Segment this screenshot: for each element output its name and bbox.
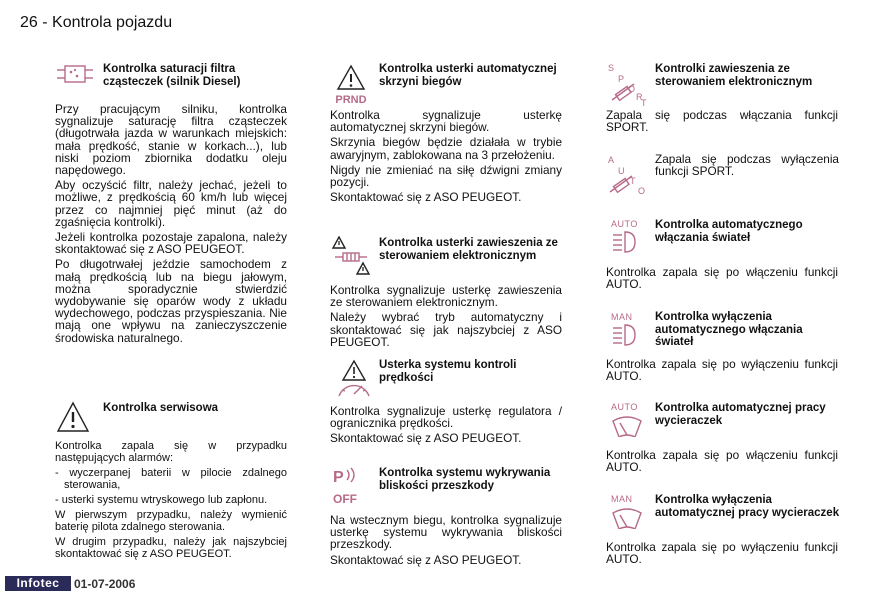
section-body <box>330 514 562 569</box>
manual-wipers-icon <box>609 493 645 529</box>
svg-text:T: T <box>641 98 647 106</box>
suspension-fault-icon <box>331 236 371 276</box>
paragraph: Należy wybrać tryb automatyczny i skontaktować się jak najszybciej z ASO PEUGEOT. <box>330 310 562 349</box>
paragraph: W drugim przypadku, należy jak najszybciej skontaktować się z ASO PEUGEOT. <box>55 536 287 560</box>
paragraph: Kontrolka zapala się w przypadku następujących alarmów: <box>55 440 287 464</box>
footer-date: 01-07-2006 <box>74 577 136 591</box>
paragraph: Aby oczyścić filtr, należy jechać, jeżeli to możliwe, z prędkością 60 km/h lub więcej przez co najmniej pięć minut (aż do zgaśnięcia kontrolki). <box>55 178 287 229</box>
icon-label: AUTO <box>611 219 638 229</box>
paragraph: Zapala się podczas włączania funkcji SPORT. <box>606 108 838 135</box>
section-title: Kontrolki zawieszenia ze sterowaniem elektronicznym <box>655 63 813 88</box>
paragraph: Kontrolka zapala się po wyłączeniu funkcji AUTO. <box>606 540 838 567</box>
section-title: Usterka systemu kontroli prędkości <box>379 359 517 384</box>
section-body <box>606 541 838 568</box>
paragraph: Skontaktować się z ASO PEUGEOT. <box>330 431 522 446</box>
paragraph: Skontaktować się z ASO PEUGEOT. <box>330 552 522 567</box>
paragraph: Po długotrwałej jeździe samochodem z małą prędkością lub na biegu jałowym, można sporadycznie stwierdzić wydobywanie się oparów wody z układu wydechowego, podczas przyspieszania. Nie mają one wpływu na zanieczyszczenie środowiska naturalnego. <box>55 257 287 345</box>
svg-text:S: S <box>608 63 615 73</box>
paragraph: Kontrolka sygnalizuje usterkę automatycznej skrzyni biegów. <box>330 108 562 135</box>
list-item: - wyczerpanej baterii w pilocie zdalnego sterowania, <box>55 467 287 491</box>
svg-text:T: T <box>630 176 636 186</box>
list-item: - usterki systemu wtryskowego lub zapłonu. <box>55 494 268 506</box>
auto-wipers-icon <box>609 401 645 437</box>
manual-lights-icon <box>609 311 645 347</box>
section-body <box>330 109 562 206</box>
warning-triangle-icon <box>56 401 90 433</box>
paragraph: Przy pracującym silniku, kontrolka sygnalizuje saturację filtra cząsteczek (długotrwała jazda w warunkach miejskich: mała prędkość, stanie w korkach...), lub niski poziom zbiornika dodatku oleju napędowego. <box>55 102 287 178</box>
paragraph: W pierwszym przypadku, należy wymienić baterię pilota zdalnego sterowania. <box>55 509 287 533</box>
section-title: Kontrolka automatycznej pracy wycieraczek <box>655 402 826 427</box>
svg-text:U: U <box>618 166 625 176</box>
paragraph: Kontrolka sygnalizuje usterkę regulatora / ogranicznika prędkości. <box>330 404 562 431</box>
section-title: Kontrolka usterki automatycznej skrzyni biegów <box>379 63 557 88</box>
paragraph: Kontrolka sygnalizuje usterkę zawieszenia ze sterowaniem elektronicznym. <box>330 283 562 310</box>
paragraph: Nigdy nie zmieniać na siłę dźwigni zmiany pozycji. <box>330 162 562 190</box>
svg-text:A: A <box>608 155 615 165</box>
paragraph: Kontrolka zapala się po wyłączeniu funkcji AUTO. <box>606 357 838 384</box>
icon-label: MAN <box>611 494 633 504</box>
icon-label: PRND <box>335 94 367 105</box>
parking-sensor-off-icon <box>331 466 371 506</box>
particle-filter-icon <box>55 63 95 85</box>
icon-label: MAN <box>611 312 633 322</box>
section-body <box>655 153 839 180</box>
paragraph: Skontaktować się z ASO PEUGEOT. <box>330 190 522 205</box>
svg-text:O: O <box>638 186 646 196</box>
section-body <box>606 449 838 476</box>
section-body <box>55 103 287 347</box>
section-title: Kontrolka automatycznego włączania świateł <box>655 219 803 244</box>
speed-control-icon <box>334 358 374 398</box>
icon-label: P <box>333 469 344 486</box>
paragraph: Zapala się podczas wyłączenia funkcji SPORT. <box>655 152 839 179</box>
section-title: Kontrolka wyłączenia automatycznego włączania świateł <box>655 311 803 348</box>
paragraph: Jeżeli kontrolka pozostaje zapalona, należy skontaktować się z ASO PEUGEOT. <box>55 230 287 257</box>
section-body <box>606 109 838 136</box>
section-body <box>330 405 562 448</box>
auto-lights-icon <box>609 218 645 254</box>
section-body <box>606 358 838 385</box>
svg-text:P: P <box>618 74 625 84</box>
section-title: Kontrolka systemu wykrywania bliskości przeszkody <box>379 467 551 492</box>
paragraph: Kontrolka zapala się po włączeniu funkcji AUTO. <box>606 448 838 475</box>
infotec-logo: Infotec <box>5 576 71 591</box>
svg-text:O: O <box>628 84 636 94</box>
gearbox-warning-icon <box>331 63 371 105</box>
section-title: Kontrolka wyłączenia automatycznej pracy wycieraczek <box>655 494 840 519</box>
paragraph: Na wstecznym biegu, kontrolka sygnalizuje usterkę systemu wykrywania bliskości przeszkody. <box>330 513 562 552</box>
section-body <box>606 266 838 293</box>
paragraph: Kontrolka zapala się po włączeniu funkcji AUTO. <box>606 265 838 292</box>
section-body <box>330 284 562 351</box>
sport-suspension-icon <box>606 62 648 106</box>
section-title: Kontrolka saturacji filtra cząsteczek (silnik Diesel) <box>103 63 241 88</box>
section-title: Kontrolka usterki zawieszenia ze sterowaniem elektronicznym <box>379 237 558 262</box>
icon-label: AUTO <box>611 402 638 412</box>
paragraph: Skrzynia biegów będzie działała w trybie awaryjnym, zablokowana na 3 przełożeniu. <box>330 135 562 162</box>
section-body <box>55 440 287 563</box>
section-title: Kontrolka serwisowa <box>103 402 219 414</box>
auto-suspension-icon <box>606 154 648 198</box>
page-title: 26 - Kontrola pojazdu <box>20 14 173 31</box>
icon-label: OFF <box>333 492 357 506</box>
svg-text:R: R <box>636 92 643 102</box>
